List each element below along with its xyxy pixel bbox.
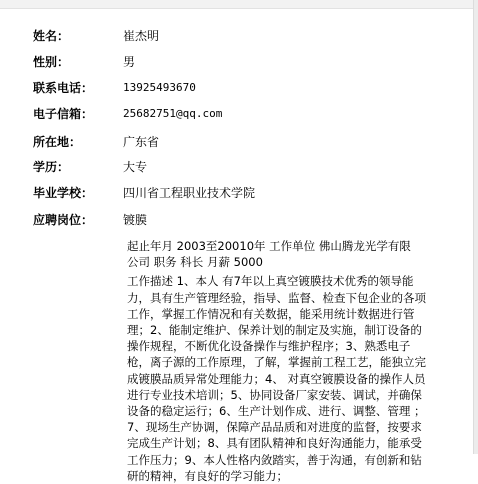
- experience-line: 工作压力；9、本人性格内敛踏实，善于沟通，有创新和钻: [127, 452, 422, 467]
- field-school-label: 毕业学校：: [33, 186, 94, 200]
- field-name-label: 姓名：: [33, 29, 70, 43]
- field-school-value: 四川省工程职业技术学院: [123, 186, 256, 200]
- window-scrollbar-edge[interactable]: [473, 0, 478, 454]
- field-gender-label: 性别：: [33, 55, 70, 69]
- experience-line: 操作规程，不断优化设备操作与维护程序；3、熟悉电子: [127, 339, 411, 354]
- experience-line: 完成生产计划；8、具有团队精神和良好沟通能力，能承受: [127, 436, 422, 451]
- experience-line: 研的精神，有良好的学习能力；: [127, 468, 288, 483]
- field-education-label: 学历：: [33, 160, 70, 174]
- field-gender-value: 男: [123, 55, 136, 69]
- experience-line: 7、现场生产协调，保障产品品质和对进度的监督，按要求: [127, 420, 422, 435]
- experience-line: 公司 职务 科长 月薪 5000: [127, 255, 263, 270]
- field-education-value: 大专: [123, 160, 148, 174]
- experience-line: 进行专业技术培训；5、协同设备厂家安装、调试，并确保: [127, 387, 422, 402]
- experience-line: 枪，离子源的工作原理，了解，掌握前工程工艺，能独立完: [127, 355, 426, 370]
- field-email-label: 电子信箱：: [33, 107, 94, 121]
- experience-line: 成镀膜品质异常处理能力；4、 对真空镀膜设备的操作人员: [127, 371, 426, 386]
- field-name-value: 崔杰明: [123, 29, 160, 43]
- field-phone-value: 13925493670: [123, 81, 196, 94]
- experience-line: 工作，掌握工作情况和有关数据，能采用统计数据进行管: [127, 306, 415, 321]
- experience-line: 设备的稳定运行；6、生产计划作成、进行、调整、管理 ；: [127, 404, 426, 419]
- field-email-value: 25682751@qq.com: [123, 107, 223, 120]
- field-position-label: 应聘岗位：: [33, 213, 94, 227]
- window-top-edge: [0, 0, 474, 9]
- experience-line: 力，具有生产管理经验，指导、监督、检查下包企业的各项: [127, 290, 426, 305]
- experience-line: 工作描述 1、本人 有7年以上真空镀膜技术优秀的领导能: [127, 274, 414, 289]
- experience-line: 起止年月 2003至20010年 工作单位 佛山腾龙光学有限: [127, 239, 411, 253]
- field-location-label: 所在地：: [33, 135, 82, 149]
- experience-line: 理；2、能制定维护、保养计划的制定及实施，制订设备的: [127, 323, 422, 338]
- field-position-value: 镀膜: [123, 213, 148, 227]
- field-location-value: 广东省: [123, 135, 160, 149]
- work-experience-text: [127, 238, 449, 484]
- field-phone-label: 联系电话：: [33, 81, 94, 95]
